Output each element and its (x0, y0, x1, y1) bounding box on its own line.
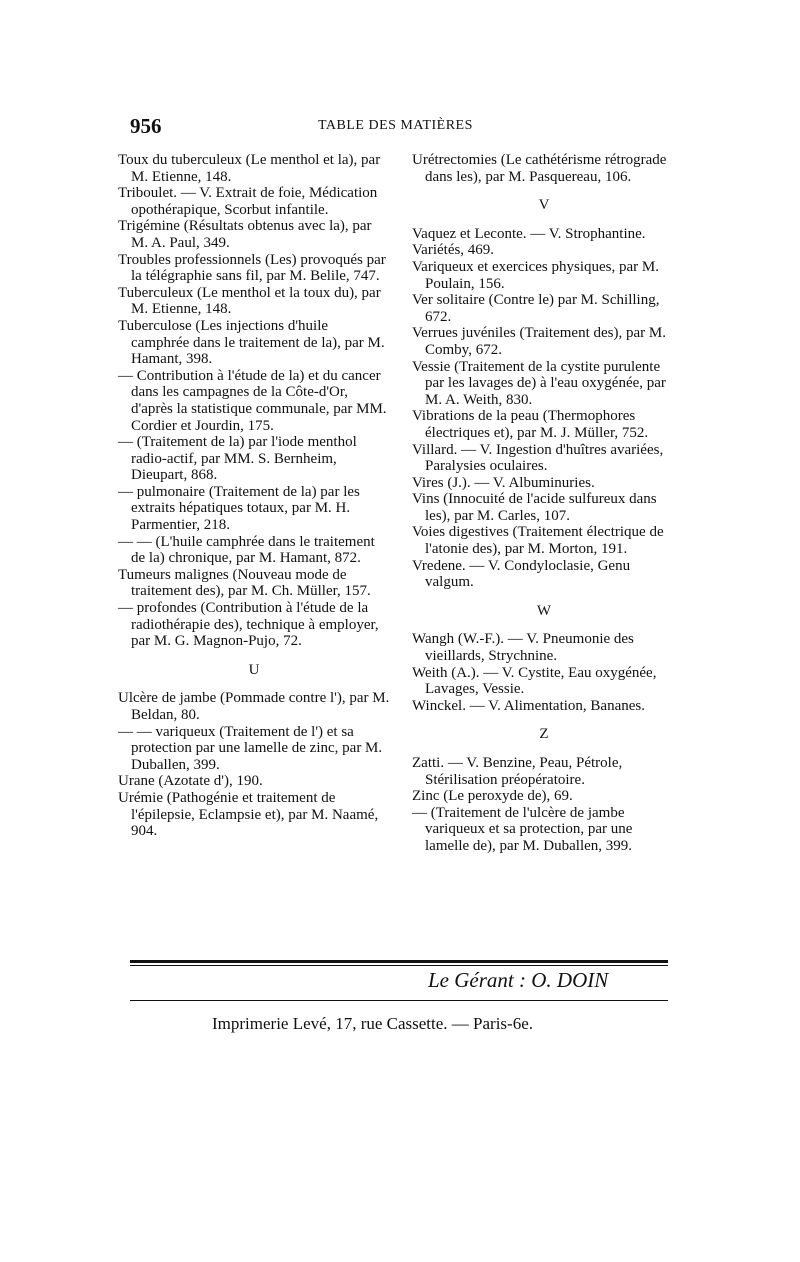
gerant-line: Le Gérant : O. DOIN (428, 968, 609, 992)
index-entry: — (Traitement de l'ulcère de jambe variqueux et sa protection, par une lamelle de), par M. Duballen, 399. (412, 804, 633, 854)
index-entry: — — (L'huile camphrée dans le traitement de la) chronique, par M. Hamant, 872. (118, 533, 375, 567)
index-entry: Zatti. — V. Benzine, Peau, Pétrole, Stérilisation préopératoire. (412, 755, 623, 788)
index-entry: Winckel. — V. Alimentation, Bananes. (412, 697, 645, 714)
index-entry: Urétrectomies (Le cathétérisme rétrograde dans les), par M. Pasquereau, 106. (412, 152, 667, 185)
index-entry: Variétés, 469. (412, 242, 495, 259)
printer-line: Imprimerie Levé, 17, rue Cassette. — Paris-6e. (212, 1014, 534, 1033)
index-entry: Urane (Azotate d'), 190. (118, 773, 263, 790)
index-entry: Vires (J.). — V. Albuminuries. (412, 474, 595, 491)
section-letter: W (536, 602, 552, 619)
index-entry: Tuberculeux (Le menthol et la toux du), par M. Etienne, 148. (118, 284, 381, 318)
right-column (412, 152, 676, 855)
footer-rule-lower (130, 1000, 668, 1001)
index-entry: Toux du tuberculeux (Le menthol et la), par M. Etienne, 148. (118, 152, 381, 185)
index-entry: Vibrations de la peau (Thermophores électriques et), par M. J. Müller, 752. (412, 408, 649, 441)
index-entry: Zinc (Le peroxyde de), 69. (412, 788, 573, 805)
index-entry: Vredene. — V. Condyloclasie, Genu valgum. (412, 557, 631, 591)
index-entry: Weith (A.). — V. Cystite, Eau oxygénée, Lavages, Vessie. (412, 664, 657, 698)
index-entry: Ver solitaire (Contre le) par M. Schilling, 672. (412, 292, 660, 325)
index-entry: — pulmonaire (Traitement de la) par les extraits hépatiques totaux, par M. H. Parmentier, 218. (118, 483, 360, 534)
index-entry: Urémie (Pathogénie et traitement de l'épilepsie, Eclampsie et), par M. Naamé, 904. (118, 789, 379, 840)
index-entry: Triboulet. — V. Extrait de foie, Médication opothérapique, Scorbut infantile. (118, 185, 378, 218)
running-title: TABLE DES MATIÈRES (318, 118, 473, 133)
index-entry: — Contribution à l'étude de la) et du cancer dans les campagnes de la Côte-d'Or, d'après la statistique communale, par MM. Cordier et Jourdin, 175. (118, 367, 387, 434)
index-entry: Villard. — V. Ingestion d'huîtres avariées, Paralysies oculaires. (412, 441, 664, 475)
index-entry: Tuberculose (Les injections d'huile camphrée dans le traitement de la), par M. Hamant, 398. (118, 317, 385, 368)
index-entry: Vins (Innocuité de l'acide sulfureux dans les), par M. Carles, 107. (412, 491, 657, 524)
page-header (130, 114, 670, 138)
section-letter: Z (539, 726, 549, 743)
section-letter: U (248, 661, 260, 678)
index-entry: Variqueux et exercices physiques, par M. Poulain, 156. (412, 258, 660, 292)
index-entry: Voies digestives (Traitement électrique de l'atonie des), par M. Morton, 191. (412, 524, 664, 558)
index-entry: Tumeurs malignes (Nouveau mode de traitement des), par M. Ch. Müller, 157. (118, 566, 371, 600)
index-entry: Vessie (Traitement de la cystite purulente par les lavages de) à l'eau oxygénée, par M. A. Weith, 830. (412, 358, 666, 408)
footer-rule-thick (130, 960, 668, 963)
index-entry: Vaquez et Leconte. — V. Strophantine. (412, 225, 646, 242)
footer-rule-thin (130, 965, 668, 966)
page-number: 956 (130, 114, 162, 138)
index-entry: — — variqueux (Traitement de l') et sa protection par une lamelle de zinc, par M. Duballen, 399. (118, 723, 383, 773)
index-entry: Trigémine (Résultats obtenus avec la), par M. A. Paul, 349. (118, 218, 372, 251)
section-letter: V (538, 197, 550, 214)
index-entry: Verrues juvéniles (Traitement des), par M. Comby, 672. (412, 325, 666, 358)
index-entry: Troubles professionnels (Les) provoqués par la télégraphie sans fil, par M. Belile, 747. (118, 251, 386, 285)
left-column (118, 152, 390, 840)
index-entry: Wangh (W.-F.). — V. Pneumonie des vieillards, Strychnine. (412, 631, 634, 665)
index-entry: — (Traitement de la) par l'iode menthol radio-actif, par MM. S. Bernheim, Dieupart, 868. (118, 434, 357, 484)
index-entry: Ulcère de jambe (Pommade contre l'), par M. Beldan, 80. (118, 690, 390, 723)
index-entry: — profondes (Contribution à l'étude de la radiothérapie des), technique à employer, par M. G. Magnon-Pujo, 72. (118, 600, 379, 650)
